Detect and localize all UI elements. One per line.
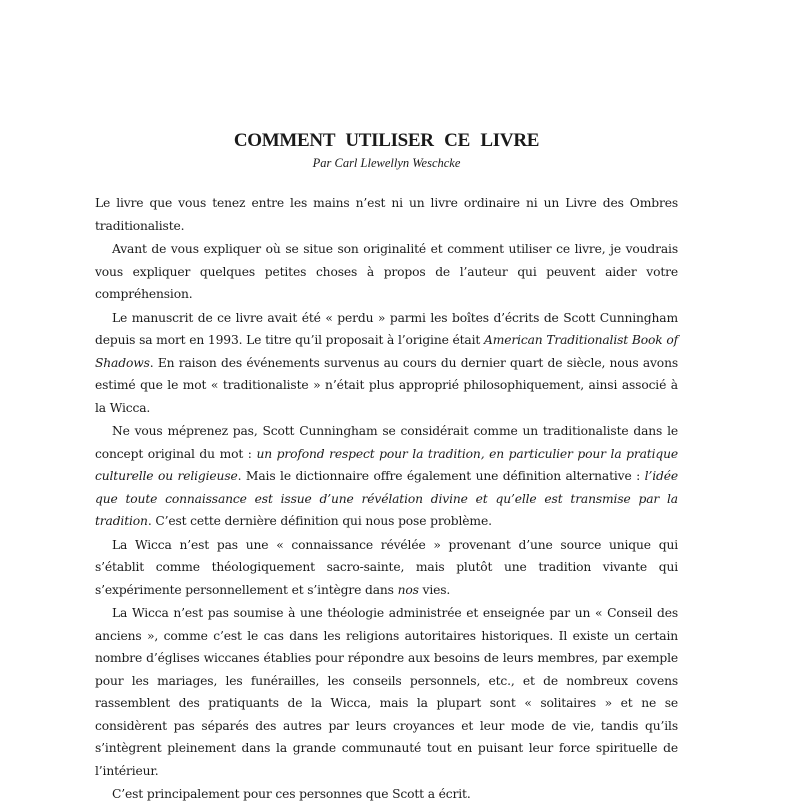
paragraph-7: C’est principalement pour ces personnes que Scott a écrit. [112,787,471,801]
p4-definition-1: un profond respect pour la tradition, en particulier pour la pratique culturelle ou religieuse [95,446,678,483]
p5-text-a: La Wicca n’est pas une « connaissance révélée » provenant d’une source unique qui s’établit comme théologiquement sacro-sainte, mais plutôt une tradition vivante qui s’expérimente personnellement et s’intègre dans [95,537,678,597]
author-byline: Par Carl Llewellyn Weschcke [312,156,461,170]
paragraph-3 [95,307,678,420]
p3-text-c: . En raison des événements survenus au cours du dernier quart de siècle, nous avons estimé que le mot « traditionaliste » n’était plus approprié philosophiquement, ainsi associé à la Wicca. [95,355,678,415]
p4-text-e: . C’est cette dernière définition qui nous pose problème. [147,514,492,528]
p5-text-c: vies. [418,582,451,597]
paragraph-5 [95,534,678,602]
p3-text-a: Le manuscrit de ce livre avait été « perdu » parmi les boîtes d’écrits de Scott Cunningham depuis sa mort en 1993. Le titre qu’il proposait à l’origine était [95,310,678,347]
paragraph-6: La Wicca n’est pas soumise à une théologie administrée et enseignée par un « Conseil des anciens », comme c’est le cas dans les religions autoritaires historiques. Il existe un certain nombre d’églises wiccanes établies pour répondre aux besoins de leurs membres, par exemple pour les mariages, les funérailles, les conseils personnels, etc., et de nombreux covens rassemblent des pratiquants de la Wicca, mais la plupart sont « solitaires » et ne se considèrent pas séparés des autres par leurs croyances et leur mode de vie, tandis qu’ils s’intègrent pleinement dans la grande communauté tout en puisant leur force spirituelle de l’intérieur. [95,606,678,778]
p4-text-c: . Mais le dictionnaire offre également une définition alternative : [237,469,645,483]
paragraph-2: Avant de vous expliquer où se situe son originalité et comment utiliser ce livre, je voudrais vous expliquer quelques petites choses à propos de l’auteur qui peuvent aider votre compréhension. [95,242,678,301]
p5-emphasis: nos [397,582,419,597]
p4-definition-2: l’idée que toute connaissance est issue d’une révélation divine et qu’elle est transmise par la tradition [95,469,678,528]
paragraph-4 [95,420,678,533]
p4-text-a: Ne vous méprenez pas, Scott Cunningham se considérait comme un traditionaliste dans le concept original du mot : [95,424,678,461]
book-page [95,128,678,806]
paragraph-1: Le livre que vous tenez entre les mains n’est ni un livre ordinaire ni un Livre des Ombres traditionaliste. [95,196,678,233]
p3-book-title: American Traditionalist Book of Shadows [95,333,678,370]
chapter-title: COMMENT UTILISER CE LIVRE [233,130,540,151]
